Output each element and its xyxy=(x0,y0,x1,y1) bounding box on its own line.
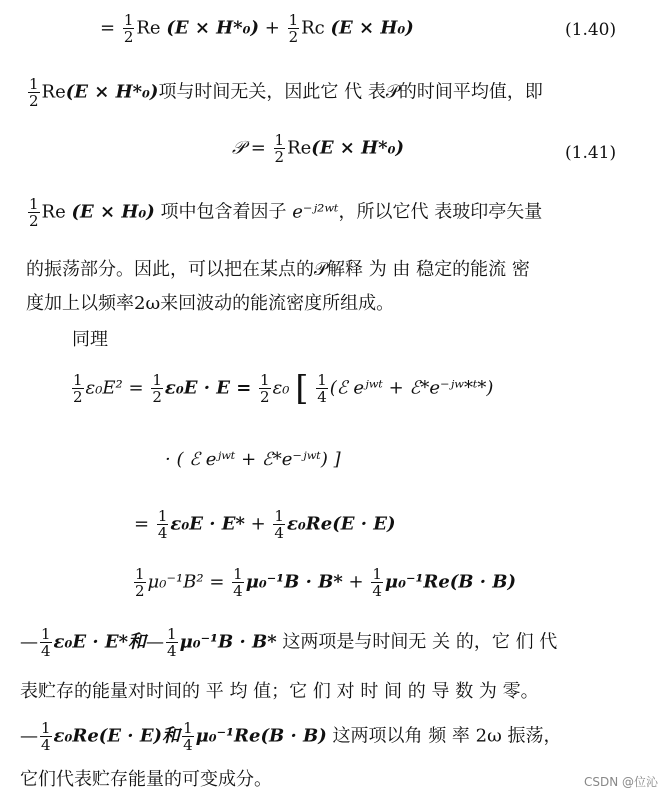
fraction: $\frac{1}{4}$ xyxy=(317,371,327,406)
fraction: $\frac{1}{2}$ xyxy=(123,11,134,46)
equation-1-41: 𝒫 = $\frac{1}{2}$ Re(E × H*₀) xyxy=(232,131,404,166)
paragraph-2-line-3: 度加上以频率2ω来回波动的能流密度所组成。 xyxy=(26,293,395,314)
fraction: $\frac{1}{4}$ xyxy=(157,507,168,542)
paragraph-2-line-1: $\frac{1}{2}$ Re (E × H₀) 项中包含着因子 e⁻ʲ²ʷᵗ，所以它代 表玻印亭矢量 xyxy=(29,195,543,230)
paragraph-4-line-2: 它们代表贮存能量的可变成分。 xyxy=(20,769,272,790)
fraction: $\frac{1}{4}$ xyxy=(183,719,193,754)
watermark: CSDN @位沁 xyxy=(583,775,658,789)
fraction: $\frac{1}{2}$ xyxy=(135,565,145,600)
equation-1-40: = $\frac{1}{2}$ Re (E × H*₀) + $\frac{1}{2}$ Rc (E × H₀) xyxy=(100,11,414,46)
fraction: $\frac{1}{4}$ xyxy=(274,507,284,542)
fraction: $\frac{1}{2}$ xyxy=(152,371,162,406)
equation-number-1-40: (1.40) xyxy=(565,20,617,40)
paragraph-3-line-1: — $\frac{1}{4}$ ε₀E · E*和— $\frac{1}{4}$ μ₀⁻¹B · B* 这两项是与时间无 关 的，它 们 代 xyxy=(20,625,558,660)
energy-eq-line-3: = $\frac{1}{4}$ ε₀E · E* + $\frac{1}{4}$ ε₀Re(E · E) xyxy=(134,507,396,542)
fraction: $\frac{1}{2}$ xyxy=(274,131,285,166)
paragraph-1: $\frac{1}{2}$ Re(E × H*₀)项与时间无关，因此它 代 表𝒫的时间平均值，即 xyxy=(29,75,543,110)
fraction: $\frac{1}{2}$ xyxy=(260,371,270,406)
fraction: $\frac{1}{4}$ xyxy=(41,719,51,754)
tongli-label: 同理 xyxy=(72,329,108,350)
fraction: $\frac{1}{2}$ xyxy=(29,195,39,230)
energy-eq-line-1: $\frac{1}{2}$ ε₀E² = $\frac{1}{2}$ ε₀E · E = $\frac{1}{2}$ ε₀ [ $\frac{1}{4}$ (ℰ eʲʷᵗ + ℰ*e⁻ʲʷ*ᵗ*) xyxy=(73,368,494,409)
fraction: $\frac{1}{2}$ xyxy=(73,371,83,406)
fraction: $\frac{1}{2}$ xyxy=(29,75,39,110)
fraction: $\frac{1}{4}$ xyxy=(233,565,243,600)
equals-sign: = xyxy=(100,17,116,39)
fraction: $\frac{1}{4}$ xyxy=(41,625,51,660)
energy-eq-line-4: $\frac{1}{2}$ μ₀⁻¹B² = $\frac{1}{4}$ μ₀⁻¹B · B* + $\frac{1}{4}$ μ₀⁻¹Re(B · B) xyxy=(135,565,517,600)
fraction: $\frac{1}{2}$ xyxy=(288,11,299,46)
equation-number-1-41: (1.41) xyxy=(565,143,617,163)
fraction: $\frac{1}{4}$ xyxy=(167,625,177,660)
fraction: $\frac{1}{4}$ xyxy=(372,565,382,600)
left-bracket: [ xyxy=(295,368,309,409)
paragraph-2-line-2: 的振荡部分。因此，可以把在某点的𝒫解释 为 由 稳定的能流 密 xyxy=(26,259,530,280)
paragraph-3-line-2: 表贮存的能量对时间的 平 均 值；它 们 对 时 间 的 导 数 为 零。 xyxy=(20,681,539,702)
energy-eq-line-2: · ( ℰ eʲʷᵗ + ℰ*e⁻ʲʷᵗ) ] xyxy=(165,449,341,470)
paragraph-4-line-1: — $\frac{1}{4}$ ε₀Re(E · E)和 $\frac{1}{4}$ μ₀⁻¹Re(B · B) 这两项以角 频 率 2ω 振荡， xyxy=(20,719,562,754)
